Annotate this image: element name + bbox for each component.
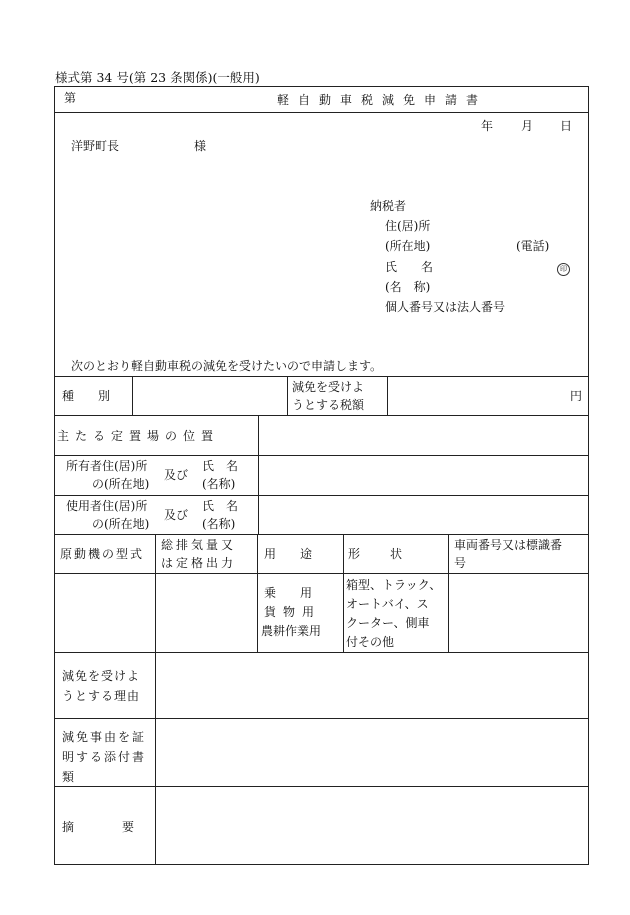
rule [54, 495, 589, 496]
phone-label: (電話) [516, 239, 550, 253]
displacement-header-2: は定格出力 [161, 556, 237, 570]
name-alt-label: (名 称) [385, 280, 431, 294]
engine-model-header: 原動機の型式 [60, 547, 145, 561]
rule [54, 534, 589, 535]
shape-header: 形 状 [348, 547, 405, 561]
application-statement: 次のとおり軽自動車税の減免を受けたいので申請します。 [71, 359, 383, 373]
reason-label-2: うとする理由 [62, 689, 141, 703]
shape-option-3: クーター、側車 [346, 616, 430, 630]
location-label: (所在地) [385, 239, 431, 253]
shape-option-1: 箱型、トラック、 [346, 578, 442, 592]
rule [155, 534, 156, 865]
rule [343, 534, 344, 652]
name-label: 氏 名 [385, 260, 434, 274]
owner-label-2: の(所在地) [92, 477, 150, 491]
seal-stamp-icon: 印 [557, 258, 570, 276]
rule [54, 455, 589, 456]
shape-option-2: オートバイ、ス [346, 597, 429, 611]
owner-label-and: 及び [164, 468, 189, 482]
form-number: 様式第 34 号(第 23 条関係)(一般用) [55, 70, 260, 85]
plate-number-header-2: 号 [454, 556, 467, 570]
storage-location-label: 主たる定置場の位置 [57, 429, 220, 443]
tax-amount-label-1: 減免を受けよ [292, 380, 365, 394]
use-passenger: 乗 用 [264, 586, 313, 600]
rule [54, 112, 589, 113]
date-month: 月 [521, 119, 534, 133]
reason-label-1: 減免を受けよ [62, 669, 141, 683]
tax-amount-label-2: うとする税額 [292, 398, 365, 412]
user-label-4: (名称) [202, 517, 236, 531]
yen-unit: 円 [570, 389, 583, 403]
form-title: 軽自動車税減免申請書 [277, 93, 488, 107]
rule [54, 652, 589, 653]
user-label-2: の(所在地) [92, 517, 150, 531]
owner-label-3: 氏 名 [202, 459, 239, 473]
rule [287, 376, 288, 415]
documents-label-3: 類 [62, 770, 75, 784]
rule [54, 718, 589, 719]
rule [54, 786, 589, 787]
id-number-label: 個人番号又は法人番号 [385, 300, 506, 314]
rule [258, 415, 259, 534]
rule [387, 376, 388, 415]
use-header: 用 途 [264, 547, 313, 561]
user-label-1: 使用者住(居)所 [66, 499, 148, 513]
rule [257, 534, 258, 652]
date-day: 日 [560, 119, 573, 133]
documents-label-1: 減免事由を証 [62, 730, 147, 744]
user-label-and: 及び [164, 508, 189, 522]
addressee: 洋野町長 [71, 139, 120, 153]
owner-label-4: (名称) [202, 477, 236, 491]
date-year: 年 [481, 119, 494, 133]
honorific: 様 [194, 139, 207, 153]
rule [54, 573, 589, 574]
address-label: 住(居)所 [385, 219, 431, 233]
displacement-header-1: 総排気量又 [161, 538, 237, 552]
user-label-3: 氏 名 [202, 499, 239, 513]
number-label: 第 [64, 91, 77, 105]
taxpayer-label: 納税者 [370, 199, 407, 213]
documents-label-2: 明する添付書 [62, 750, 147, 764]
owner-label-1: 所有者住(居)所 [66, 459, 148, 473]
rule [448, 534, 449, 652]
use-farming: 農耕作業用 [261, 624, 322, 638]
use-cargo: 貨物用 [264, 605, 322, 619]
rule [54, 415, 589, 416]
type-label: 種 別 [62, 389, 111, 403]
rule [132, 376, 133, 415]
rule [54, 376, 589, 377]
shape-option-4: 付その他 [346, 635, 395, 649]
plate-number-header-1: 車両番号又は標識番 [454, 538, 563, 552]
summary-label: 摘 要 [62, 820, 135, 834]
